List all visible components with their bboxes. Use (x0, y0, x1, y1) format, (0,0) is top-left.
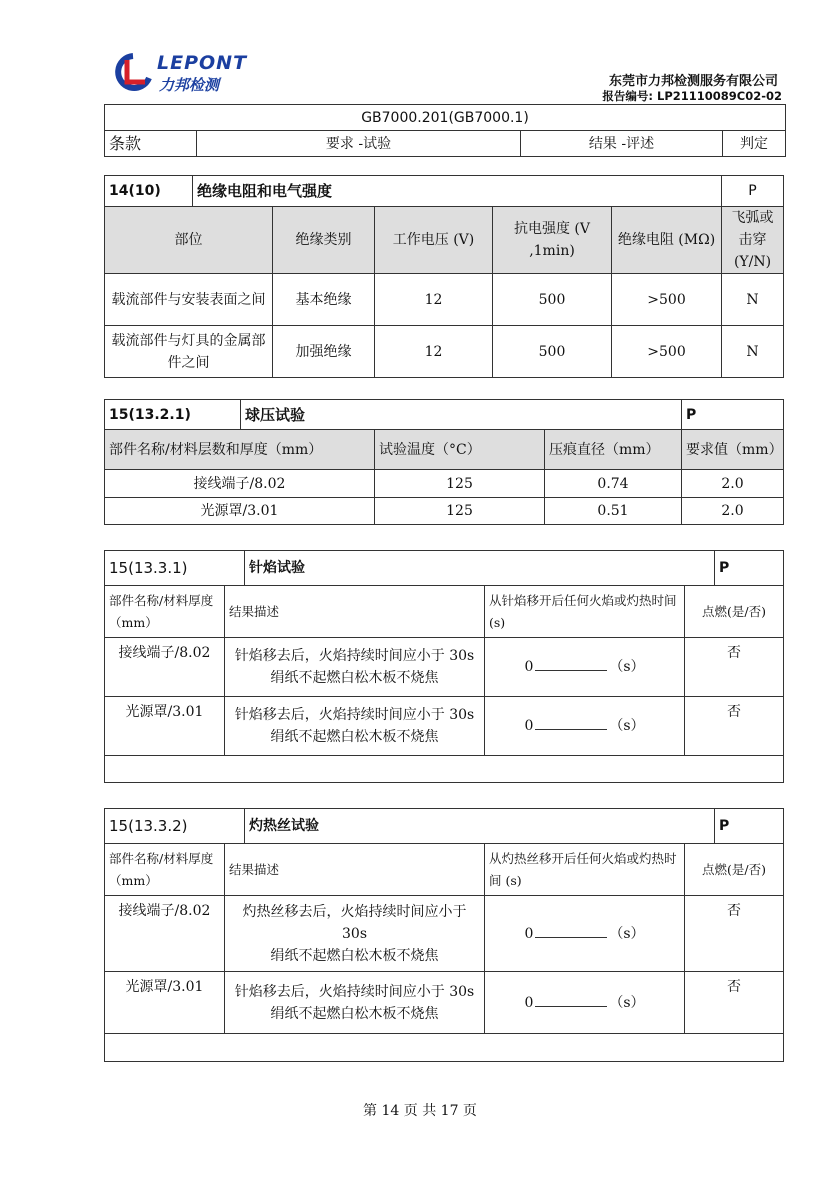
logo-mark-icon (113, 52, 157, 92)
cell-part: 接线端子/8.02 (105, 638, 225, 697)
standard-table (104, 104, 786, 157)
cell-description-line2: 绢纸不起燃白松木板不烧焦 (270, 729, 439, 745)
ball-pressure-table (104, 399, 784, 525)
cell-part: 载流部件与灯具的金属部件之间 (105, 326, 273, 378)
cell-diameter: 0.51 (545, 498, 682, 525)
header-part-thickness: 部件名称/材料层数和厚度（mm） (105, 430, 375, 470)
cell-insulation-type: 加强绝缘 (273, 326, 375, 378)
cell-ignition: 否 (685, 972, 784, 1034)
insulation-verdict: P (722, 176, 784, 207)
header-flame-time: 从针焰移开后任何火焰或灼热时间 (s) (485, 586, 685, 638)
cell-part: 光源罩/3.01 (105, 972, 225, 1034)
table-row (105, 638, 784, 697)
ball-pressure-title: 球压试验 (241, 400, 682, 430)
header-insulation-type: 绝缘类别 (273, 207, 375, 274)
cell-requirement: 2.0 (682, 498, 784, 525)
cell-part: 接线端子/8.02 (105, 470, 375, 498)
cell-requirement: 2.0 (682, 470, 784, 498)
needle-flame-title: 针焰试验 (245, 551, 715, 586)
col-clause: 条款 (105, 131, 197, 157)
glow-wire-table (104, 808, 784, 1062)
cell-flashover: N (722, 326, 784, 378)
cell-ignition: 否 (685, 638, 784, 697)
cell-time-value: 0 (524, 718, 534, 734)
cell-description-line2: 绢纸不起燃白松木板不烧焦 (270, 1005, 439, 1022)
cell-resistance: >500 (612, 274, 722, 326)
glow-wire-clause: 15(13.3.2) (105, 809, 245, 844)
cell-time-unit: （s） (609, 925, 645, 942)
header-requirement: 要求值（mm） (682, 430, 784, 470)
glow-wire-title: 灼热丝试验 (245, 809, 715, 844)
cell-strength: 500 (493, 274, 612, 326)
empty-row (105, 756, 784, 783)
ball-pressure-verdict: P (682, 400, 784, 430)
needle-flame-verdict: P (715, 551, 784, 586)
logo-text-cn: 力邦检测 (159, 76, 220, 94)
insulation-table (104, 175, 784, 378)
header-part: 部件名称/材料厚度（mm） (105, 586, 225, 638)
table-row (105, 326, 784, 378)
header-description: 结果描述 (225, 844, 485, 896)
ball-pressure-clause: 15(13.2.1) (105, 400, 241, 430)
cell-time-unit: （s） (609, 659, 645, 675)
cell-ignition: 否 (685, 896, 784, 972)
cell-time-value: 0 (524, 659, 534, 675)
header-working-voltage: 工作电压 (V) (375, 207, 493, 274)
page-number: 第 14 页 共 17 页 (363, 1103, 477, 1119)
insulation-title: 绝缘电阻和电气强度 (193, 176, 722, 207)
col-result: 结果 -评述 (521, 131, 723, 157)
logo-text-en: LEPONT (157, 52, 248, 74)
cell-description-line2: 绢纸不起燃白松木板不烧焦 (270, 947, 439, 964)
header-ignition: 点燃(是/否) (685, 844, 784, 896)
cell-part: 接线端子/8.02 (105, 896, 225, 972)
cell-description-line1: 针焰移去后，火焰持续时间应小于 30s (234, 983, 475, 1000)
cell-insulation-type: 基本绝缘 (273, 274, 375, 326)
table-row (105, 470, 784, 498)
cell-description-line1b: 30s (342, 925, 367, 942)
col-requirement: 要求 -试验 (197, 131, 521, 157)
col-verdict: 判定 (723, 131, 786, 157)
header-insulation-resistance: 绝缘电阻 (MΩ) (612, 207, 722, 274)
cell-flashover: N (722, 274, 784, 326)
company-logo (113, 50, 273, 96)
cell-description-line1: 灼热丝移去后，火焰持续时间应小于 (242, 903, 467, 920)
table-row (105, 972, 784, 1034)
cell-time-value: 0 (524, 994, 534, 1011)
cell-time-unit: （s） (609, 994, 645, 1011)
header-indent-diameter: 压痕直径（mm） (545, 430, 682, 470)
cell-voltage: 12 (375, 274, 493, 326)
header-test-temp: 试验温度（°C） (375, 430, 545, 470)
standard-title: GB7000.201(GB7000.1) (105, 105, 786, 131)
cell-part: 载流部件与安装表面之间 (105, 274, 273, 326)
cell-ignition: 否 (685, 697, 784, 756)
header-dielectric-strength: 抗电强度 (V ,1min) (493, 207, 612, 274)
cell-strength: 500 (493, 326, 612, 378)
cell-temp: 125 (375, 470, 545, 498)
glow-wire-verdict: P (715, 809, 784, 844)
table-row (105, 697, 784, 756)
cell-description-line2: 绢纸不起燃白松木板不烧焦 (270, 670, 439, 686)
insulation-clause: 14(10) (105, 176, 193, 207)
report-number: 报告编号: LP21110089C02-02 (602, 89, 782, 103)
needle-flame-table (104, 550, 784, 783)
table-row (105, 896, 784, 972)
cell-description-line1: 针焰移去后，火焰持续时间应小于 30s (234, 707, 475, 723)
cell-diameter: 0.74 (545, 470, 682, 498)
cell-time-unit: （s） (609, 718, 645, 734)
header-part: 部件名称/材料厚度（mm） (105, 844, 225, 896)
header-description: 结果描述 (225, 586, 485, 638)
company-name: 东莞市力邦检测服务有限公司 (608, 74, 778, 89)
cell-part: 光源罩/3.01 (105, 498, 375, 525)
cell-temp: 125 (375, 498, 545, 525)
cell-resistance: >500 (612, 326, 722, 378)
cell-description-line1: 针焰移去后，火焰持续时间应小于 30s (234, 648, 475, 664)
table-row (105, 498, 784, 525)
needle-flame-clause: 15(13.3.1) (105, 551, 245, 586)
empty-row (105, 1034, 784, 1062)
cell-part: 光源罩/3.01 (105, 697, 225, 756)
header-flame-time: 从灼热丝移开后任何火焰或灼热时间 (s) (485, 844, 685, 896)
table-row (105, 274, 784, 326)
header-flashover: 飞弧或击穿(Y/N) (722, 207, 784, 274)
cell-time-value: 0 (524, 925, 534, 942)
header-ignition: 点燃(是/否) (685, 586, 784, 638)
cell-voltage: 12 (375, 326, 493, 378)
header-part: 部位 (105, 207, 273, 274)
